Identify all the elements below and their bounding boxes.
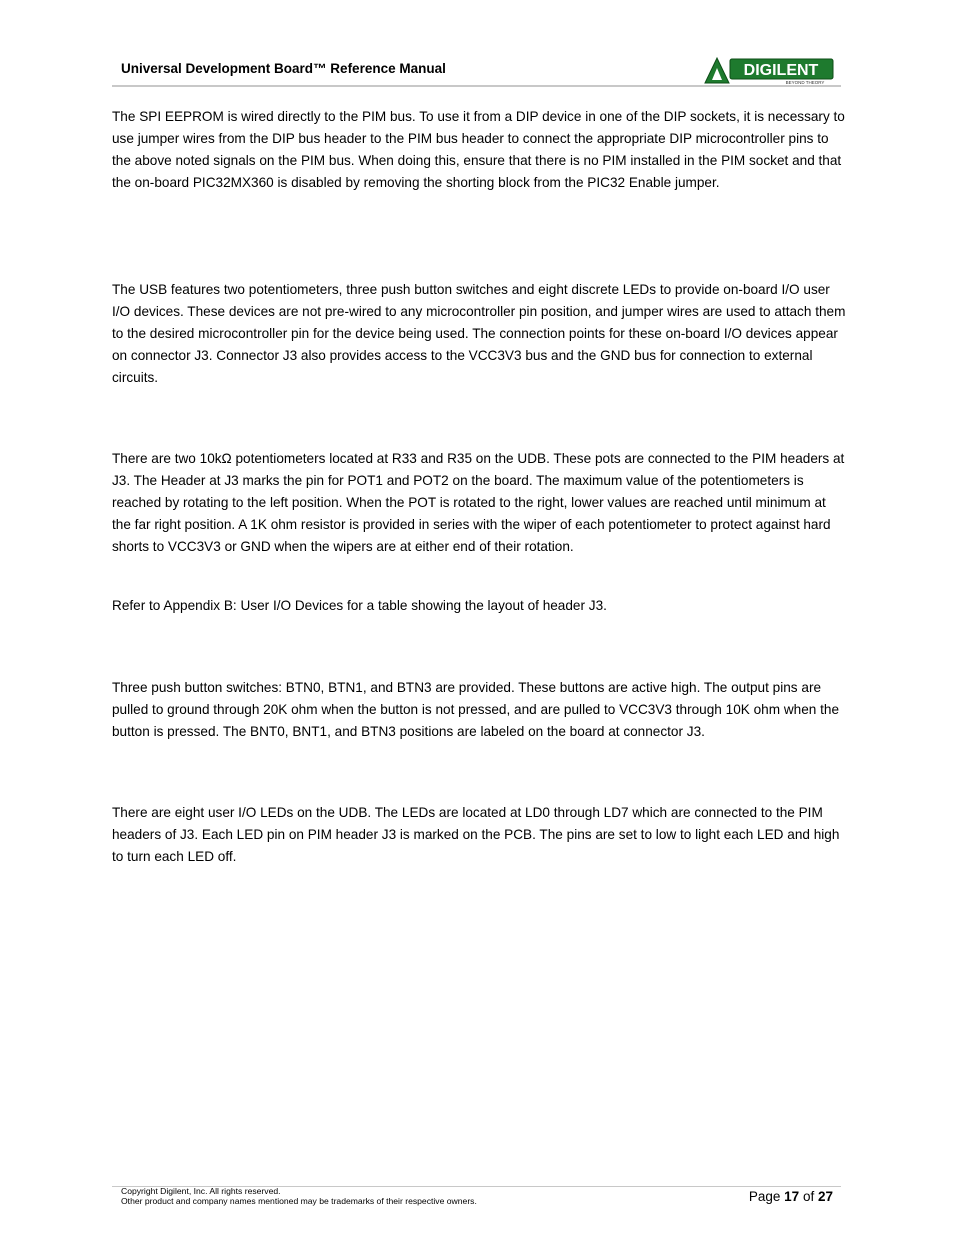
paragraph-leds: There are eight user I/O LEDs on the UDB. The LEDs are located at LD0 through LD7 which are connected to the PIM headers of J3. Each LED pin on PIM header J3 is marked on the PCB. The pins are set to low to light each LED and high to turn each LED off. xyxy=(112,805,840,864)
logo-wordmark: DIGILENT xyxy=(743,62,819,79)
page-current: 17 xyxy=(784,1189,800,1204)
paragraph-appendix-reference: Refer to Appendix B: User I/O Devices for a table showing the layout of header J3. xyxy=(112,598,607,613)
copyright-text: Copyright Digilent, Inc. All rights reserved. xyxy=(121,1186,281,1196)
page-total: 27 xyxy=(817,1189,833,1204)
header-divider xyxy=(112,85,841,87)
page-number xyxy=(749,1189,833,1204)
page-of: of xyxy=(802,1189,815,1204)
footer-legal xyxy=(121,1186,477,1206)
trademark-text: Other product and company names mentioned may be trademarks of their respective owners. xyxy=(121,1196,477,1206)
paragraph-user-io-overview: The USB features two potentiometers, three push button switches and eight discrete LEDs to provide on-board I/O user I/O devices. These devices are not pre-wired to any microcontroller pin position, and jumper wires are used to attach them to the desired microcontroller pin for the device being used. The connection points for these on-board I/O devices appear on connector J3. Connector J3 also provides access to the VCC3V3 bus and the GND bus for connection to external circuits. xyxy=(112,282,846,385)
paragraph-potentiometers: There are two 10kΩ potentiometers located at R33 and R35 on the UDB. These pots are connected to the PIM headers at J3. The Header at J3 marks the pin for POT1 and POT2 on the board. The maximum value of the potentiometers is reached by rotating to the left position. When the POT is rotated to the right, lower values are reached until minimum at the far right position. A 1K ohm resistor is provided in series with the wiper of each potentiometer to protect against hard shorts to VCC3V3 or GND when the wipers are at either end of their rotation. xyxy=(112,451,845,554)
paragraph-spi-eeprom: The SPI EEPROM is wired directly to the PIM bus. To use it from a DIP device in one of the DIP sockets, it is necessary to use jumper wires from the DIP bus header to the PIM bus header to connect the appropriate DIP microcontroller pins to the above noted signals on the PIM bus. When doing this, ensure that there is no PIM installed in the PIM socket and that the on-board PIC32MX360 is disabled by removing the shorting block from the PIC32 Enable jumper. xyxy=(112,109,845,190)
paragraph-push-buttons: Three push button switches: BTN0, BTN1, and BTN3 are provided. These buttons are active high. The output pins are pulled to ground through 20K ohm when the button is not pressed, and are pulled to VCC3V3 through 10K ohm when the button is pressed. The BNT0, BNT1, and BTN3 positions are labeled on the board at connector J3. xyxy=(112,680,840,739)
digilent-logo xyxy=(703,56,834,85)
page-word: Page xyxy=(748,1189,781,1204)
document-title: Universal Development Board™ Reference Manual xyxy=(121,61,446,76)
logo-tagline: BEYOND THEORY xyxy=(785,80,825,85)
